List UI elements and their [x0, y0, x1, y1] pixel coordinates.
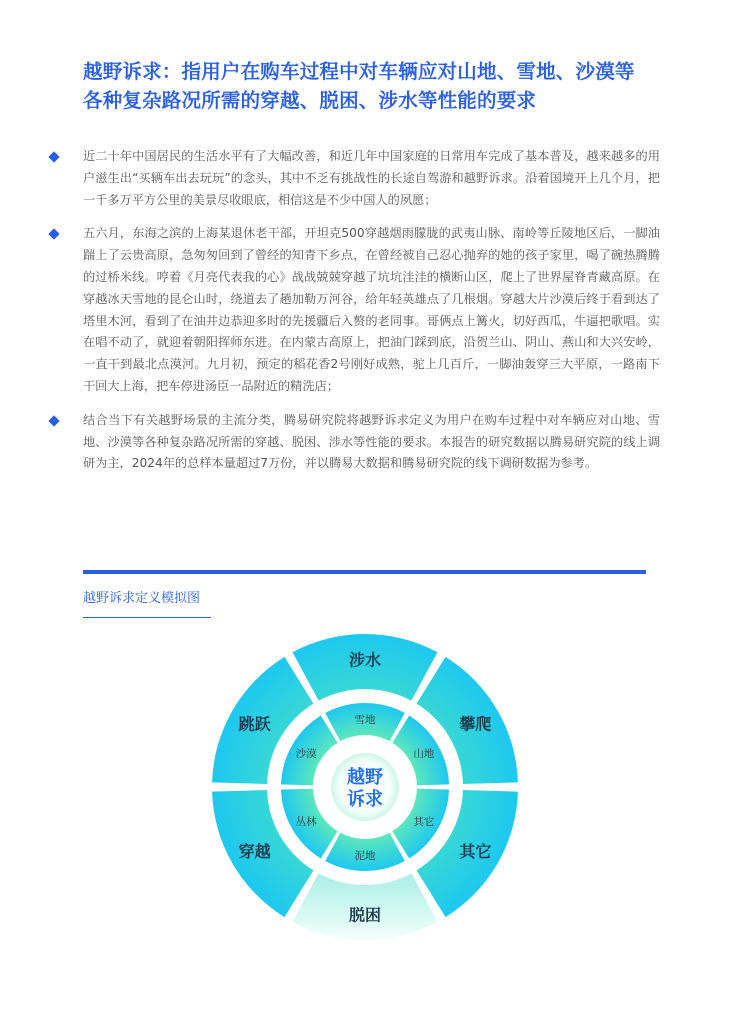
snow-segment-label: 雪地 — [354, 714, 376, 726]
crossing-segment-label: 穿越 — [238, 841, 271, 861]
bullet-item — [40, 410, 660, 475]
jungle-segment-label: 丛林 — [295, 816, 317, 828]
mountain-segment-label: 山地 — [413, 748, 435, 760]
bullet-text: 五六月，东海之滨的上海某退休老干部，开坦克500穿越烟雨朦胧的武夷山脉、南岭等丘陵地区后，一脚油踹上了云贵高原，急匆匆回到了曾经的知青下乡点，在曾经被自己忍心抛弃的她的孩子家里，喝了碗热腾腾的过桥米线。哼着《月亮代表我的心》战战兢兢穿越了坑坑洼洼的横断山区，爬上了世界屋脊青藏高原。在穿越冰天雪地的昆仑山时，绕道去了趟加勒万河谷，给年轻英雄点了几根烟。穿越大片沙漠后终于看到达了塔里木河，看到了在油井边恭迎多时的先援疆后入赘的老同事。哥俩点上篝火，切好西瓜，牛逼把歌唱。实在唱不动了，就迎着朝阳挥师东进。在内蒙古高原上，把油门踩到底，沿贺兰山、阴山、燕山和大兴安岭，一直干到最北点漠河。九月初，预定的稻花香2号刚好成熟，驼上几百斤，一脚油轰穿三大平原，一路南下干回大上海，把车停进汤臣一品附近的精洗店； — [83, 226, 660, 393]
bullet-text: 近二十年中国居民的生活水平有了大幅改善，和近几年中国家庭的日常用车完成了基本普及，越来越多的用户滋生出“买辆车出去玩玩”的念头，其中不乏有挑战性的长途自驾游和越野诉求。沿着国境开上几个月，把一千多万平方公里的美景尽收眼底，相信这是不少中国人的夙愿； — [83, 149, 660, 207]
other-inner-segment-label: 其它 — [413, 816, 435, 828]
bullet-text: 结合当下有关越野场景的主流分类，腾易研究院将越野诉求定义为用户在购车过程中对车辆应对山地、雪地、沙漠等各种复杂路况所需的穿越、脱困、涉水等性能的要求。本报告的研究数据以腾易研究院的线上调研为主，2024年的总样本量超过7万份，并以腾易大数据和腾易研究院的线下调研数据为参考。 — [83, 412, 660, 471]
title-line-2: 各种复杂路况所需的穿越、脱困、涉水等性能的要求 — [83, 89, 537, 112]
diamond-bullet-icon — [48, 229, 59, 240]
mud-segment-label: 泥地 — [354, 850, 376, 862]
diamond-bullet-icon — [48, 151, 59, 162]
diagram-title: 越野诉求定义模拟图 — [83, 591, 201, 606]
page-title — [83, 57, 683, 115]
diamond-bullet-icon — [48, 415, 59, 426]
water-wading-segment-label: 涉水 — [348, 650, 382, 670]
title-line-1: 越野诉求：指用户在购车过程中对车辆应对山地、雪地、沙漠等 — [83, 60, 635, 83]
other-outer-segment-label: 其它 — [459, 841, 492, 861]
center-label-line: 越野 — [347, 767, 383, 788]
recovery-segment-label: 脱困 — [348, 905, 382, 925]
section-divider — [83, 570, 646, 574]
desert-segment-label: 沙漠 — [295, 748, 317, 760]
diagram-title-underline — [83, 617, 211, 618]
climbing-segment-label: 攀爬 — [459, 714, 492, 734]
bullet-item — [40, 146, 660, 211]
center-label-line: 诉求 — [347, 789, 383, 810]
jumping-segment-label: 跳跃 — [238, 714, 271, 734]
bullet-item — [40, 223, 660, 397]
bullet-list — [40, 146, 660, 487]
offroad-wheel-diagram — [195, 622, 535, 952]
